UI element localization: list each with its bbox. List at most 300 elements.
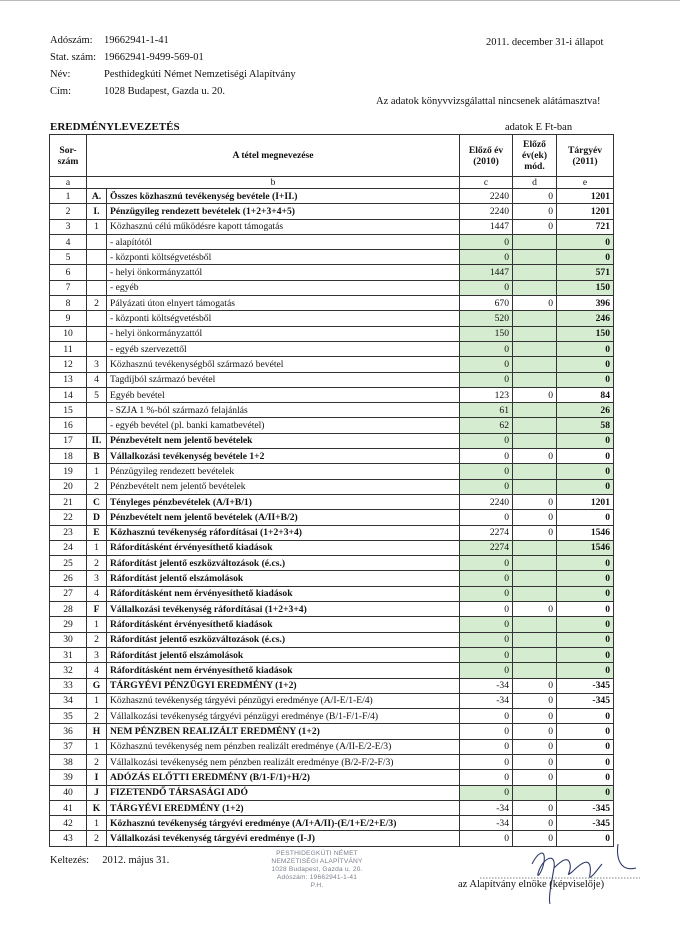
table-row — [50, 556, 614, 571]
row-code: 5 — [87, 387, 107, 402]
row-number: 1 — [50, 189, 87, 204]
previous-year-value: 0 — [460, 754, 513, 769]
row-code: J — [87, 785, 107, 800]
date-value: 2012. május 31. — [102, 855, 170, 866]
row-code: II. — [87, 433, 107, 448]
previous-year-value: -34 — [460, 800, 513, 815]
row-label: Közhasznú tevékenység nem pénzben realizált eredménye (A/II-E/2-E/3) — [107, 739, 460, 754]
table-row — [50, 357, 614, 372]
current-year-value: 0 — [557, 464, 614, 479]
previous-year-value: 520 — [460, 311, 513, 326]
current-year-value: 84 — [557, 387, 614, 402]
modification-value — [513, 540, 557, 555]
row-number: 19 — [50, 464, 87, 479]
previous-year-value: 0 — [460, 234, 513, 249]
previous-year-value: 2274 — [460, 525, 513, 540]
row-label: Ráfordítást jelentő eszközváltozások (é.cs.) — [107, 632, 460, 647]
current-year-value: 721 — [557, 219, 614, 234]
row-code: 1 — [87, 617, 107, 632]
row-code — [87, 418, 107, 433]
current-year-value: 396 — [557, 296, 614, 311]
row-code: 1 — [87, 739, 107, 754]
table-row — [50, 754, 614, 769]
modification-value: 0 — [513, 678, 557, 693]
table-row — [50, 494, 614, 509]
modification-value: 0 — [513, 816, 557, 831]
row-number: 28 — [50, 602, 87, 617]
current-year-value: -345 — [557, 800, 614, 815]
previous-year-value: 1447 — [460, 219, 513, 234]
table-row — [50, 678, 614, 693]
row-label: Ráfordításként nem érvényesíthető kiadások — [107, 663, 460, 678]
row-label: FIZETENDŐ TÁRSASÁGI ADÓ — [107, 785, 460, 800]
row-number: 6 — [50, 265, 87, 280]
row-label: Ráfordításként érvényesíthető kiadások — [107, 540, 460, 555]
col-header-current-year: Tárgyév (2011) — [557, 135, 614, 177]
current-year-value: 1546 — [557, 540, 614, 555]
previous-year-value: 0 — [460, 571, 513, 586]
row-code: G — [87, 678, 107, 693]
previous-year-value: 0 — [460, 556, 513, 571]
col-letter: d — [513, 177, 557, 189]
unit-note: adatok E Ft-ban — [505, 122, 573, 133]
stat-number-value: 19662941-9499-569-01 — [104, 52, 204, 63]
current-year-value: 0 — [557, 357, 614, 372]
row-number: 3 — [50, 219, 87, 234]
tax-number-row — [50, 32, 296, 49]
row-label: TÁRGYÉVI PÉNZÜGYI EREDMÉNY (1+2) — [107, 678, 460, 693]
column-letter-row — [50, 177, 614, 189]
row-label: Közhasznú célú működésre kapott támogatás — [107, 219, 460, 234]
row-number: 26 — [50, 571, 87, 586]
row-code — [87, 341, 107, 356]
modification-value: 0 — [513, 204, 557, 219]
previous-year-value: 0 — [460, 770, 513, 785]
handwritten-signature — [470, 838, 650, 908]
table-row — [50, 219, 614, 234]
row-code — [87, 234, 107, 249]
row-code — [87, 280, 107, 295]
modification-value: 0 — [513, 296, 557, 311]
table-row — [50, 800, 614, 815]
row-code: 2 — [87, 831, 107, 846]
row-label: - központi költségvetésből — [107, 311, 460, 326]
row-code: 1 — [87, 693, 107, 708]
modification-value — [513, 647, 557, 662]
row-code: 4 — [87, 586, 107, 601]
current-year-value: 0 — [557, 602, 614, 617]
modification-value — [513, 556, 557, 571]
row-code — [87, 403, 107, 418]
modification-value — [513, 250, 557, 265]
current-year-value: 58 — [557, 418, 614, 433]
current-year-value: 246 — [557, 311, 614, 326]
current-year-value: 1201 — [557, 204, 614, 219]
address-row — [50, 83, 296, 100]
current-year-value: 0 — [557, 449, 614, 464]
previous-year-value: 0 — [460, 724, 513, 739]
row-number: 11 — [50, 341, 87, 356]
table-row — [50, 250, 614, 265]
row-label: Ráfordítást jelentő eszközváltozások (é.cs.) — [107, 556, 460, 571]
current-year-value: 1201 — [557, 494, 614, 509]
previous-year-value: 0 — [460, 739, 513, 754]
row-number: 16 — [50, 418, 87, 433]
modification-value — [513, 341, 557, 356]
organization-stamp — [258, 850, 376, 890]
previous-year-value: 0 — [460, 372, 513, 387]
current-year-value: 0 — [557, 571, 614, 586]
row-number: 10 — [50, 326, 87, 341]
previous-year-value: 0 — [460, 280, 513, 295]
table-row — [50, 739, 614, 754]
table-row — [50, 816, 614, 831]
table-row — [50, 602, 614, 617]
table-row — [50, 189, 614, 204]
address-value: 1028 Budapest, Gazda u. 20. — [104, 86, 226, 97]
row-number: 43 — [50, 831, 87, 846]
current-year-value: 150 — [557, 280, 614, 295]
row-label: Közhasznú tevékenység tárgyévi eredménye (A/I+A/II)-(E/1+E/2+E/3) — [107, 816, 460, 831]
row-label: Közhasznú tevékenységből származó bevétel — [107, 357, 460, 372]
signature-caption: az Alapítvány elnöke (képviselője) — [458, 879, 605, 890]
previous-year-value: 0 — [460, 617, 513, 632]
modification-value — [513, 571, 557, 586]
stamp-line: NEMZETISÉGI ALAPÍTVÁNY — [271, 858, 363, 865]
current-year-value: 0 — [557, 617, 614, 632]
address-label: Cím: — [50, 86, 72, 97]
current-year-value: 0 — [557, 632, 614, 647]
table-row — [50, 326, 614, 341]
previous-year-value: 61 — [460, 403, 513, 418]
previous-year-value: 1447 — [460, 265, 513, 280]
row-label: Ráfordításként érvényesíthető kiadások — [107, 617, 460, 632]
row-number: 32 — [50, 663, 87, 678]
row-label: Ráfordítást jelentő elszámolások — [107, 647, 460, 662]
table-row — [50, 280, 614, 295]
previous-year-value: 0 — [460, 663, 513, 678]
previous-year-value: 0 — [460, 357, 513, 372]
previous-year-value: 0 — [460, 433, 513, 448]
modification-value — [513, 418, 557, 433]
row-number: 4 — [50, 234, 87, 249]
as-of-date: 2011. december 31-i állapot — [486, 37, 604, 48]
stamp-line: P.H. — [310, 882, 324, 889]
modification-value: 0 — [513, 387, 557, 402]
table-row — [50, 571, 614, 586]
row-number: 21 — [50, 494, 87, 509]
table-row — [50, 265, 614, 280]
modification-value: 0 — [513, 525, 557, 540]
row-number: 35 — [50, 709, 87, 724]
previous-year-value: -34 — [460, 678, 513, 693]
current-year-value: 0 — [557, 250, 614, 265]
row-number: 12 — [50, 357, 87, 372]
org-name-value: Pesthidegkúti Német Nemzetiségi Alapítvány — [104, 69, 296, 80]
col-letter: b — [87, 177, 460, 189]
modification-value: 0 — [513, 219, 557, 234]
modification-value: 0 — [513, 770, 557, 785]
row-number: 22 — [50, 510, 87, 525]
table-row — [50, 632, 614, 647]
modification-value — [513, 479, 557, 494]
row-code: 1 — [87, 540, 107, 555]
row-label: Pénzbevételt nem jelentő bevételek — [107, 479, 460, 494]
org-header — [50, 32, 296, 100]
modification-value — [513, 464, 557, 479]
row-number: 18 — [50, 449, 87, 464]
row-label: Ráfordításként nem érvényesíthető kiadások — [107, 586, 460, 601]
row-label: Pénzügyileg rendezett bevételek — [107, 464, 460, 479]
modification-value — [513, 311, 557, 326]
row-code: F — [87, 602, 107, 617]
row-number: 33 — [50, 678, 87, 693]
col-header-previous-modification: Előző év(ek) mód. — [513, 135, 557, 177]
current-year-value: 0 — [557, 510, 614, 525]
previous-year-value: 0 — [460, 341, 513, 356]
modification-value — [513, 632, 557, 647]
current-year-value: 0 — [557, 831, 614, 846]
current-year-value: 0 — [557, 556, 614, 571]
table-row — [50, 663, 614, 678]
row-label: Pénzbevételt nem jelentő bevételek — [107, 433, 460, 448]
row-number: 37 — [50, 739, 87, 754]
row-code: B — [87, 449, 107, 464]
table-row — [50, 449, 614, 464]
row-code — [87, 311, 107, 326]
table-row — [50, 510, 614, 525]
row-code: I. — [87, 204, 107, 219]
tax-number-label: Adószám: — [50, 35, 93, 46]
table-body — [50, 189, 614, 847]
modification-value — [513, 586, 557, 601]
previous-year-value: 2274 — [460, 540, 513, 555]
row-number: 27 — [50, 586, 87, 601]
table-row — [50, 693, 614, 708]
row-label: Pályázati úton elnyert támogatás — [107, 296, 460, 311]
table-row — [50, 296, 614, 311]
previous-year-value: 0 — [460, 464, 513, 479]
row-label: Közhasznú tevékenység tárgyévi pénzügyi eredménye (A/I-E/1-E/4) — [107, 693, 460, 708]
previous-year-value: 0 — [460, 709, 513, 724]
modification-value — [513, 280, 557, 295]
row-code: D — [87, 510, 107, 525]
date-label: Keltezés: — [50, 855, 90, 866]
row-code: A. — [87, 189, 107, 204]
modification-value: 0 — [513, 831, 557, 846]
row-code: H — [87, 724, 107, 739]
current-year-value: 0 — [557, 647, 614, 662]
table-row — [50, 525, 614, 540]
row-code: 1 — [87, 816, 107, 831]
modification-value: 0 — [513, 510, 557, 525]
row-label: Vállalkozási tevékenység tárgyévi eredménye (I-J) — [107, 831, 460, 846]
row-label: Vállalkozási tevékenység ráfordításai (1+2+3+4) — [107, 602, 460, 617]
row-number: 42 — [50, 816, 87, 831]
current-year-value: 0 — [557, 739, 614, 754]
row-code: K — [87, 800, 107, 815]
table-row — [50, 204, 614, 219]
row-label: - egyéb bevétel (pl. banki kamatbevétel) — [107, 418, 460, 433]
row-label: - alapítótól — [107, 234, 460, 249]
row-code: 3 — [87, 647, 107, 662]
current-year-value: -345 — [557, 693, 614, 708]
table-row — [50, 311, 614, 326]
table-row — [50, 540, 614, 555]
row-label: - egyéb szervezettől — [107, 341, 460, 356]
table-header-row — [50, 135, 614, 177]
row-label: - helyi önkormányzattól — [107, 326, 460, 341]
modification-value: 0 — [513, 739, 557, 754]
modification-value — [513, 617, 557, 632]
current-year-value: 150 — [557, 326, 614, 341]
org-name-label: Név: — [50, 69, 71, 80]
previous-year-value: 123 — [460, 387, 513, 402]
modification-value — [513, 785, 557, 800]
row-number: 9 — [50, 311, 87, 326]
row-code: 3 — [87, 357, 107, 372]
previous-year-value: 2240 — [460, 204, 513, 219]
row-number: 13 — [50, 372, 87, 387]
row-code: 2 — [87, 632, 107, 647]
current-year-value: 0 — [557, 372, 614, 387]
row-code: 2 — [87, 709, 107, 724]
current-year-value: 0 — [557, 770, 614, 785]
row-number: 20 — [50, 479, 87, 494]
modification-value — [513, 372, 557, 387]
table-row — [50, 403, 614, 418]
row-code — [87, 250, 107, 265]
stamp-line: Adószám: 19662941-1-41 — [276, 874, 358, 881]
modification-value: 0 — [513, 693, 557, 708]
current-year-value: 0 — [557, 754, 614, 769]
modification-value — [513, 403, 557, 418]
row-label: Közhasznú tevékenység ráfordításai (1+2+3+4) — [107, 525, 460, 540]
row-number: 29 — [50, 617, 87, 632]
row-code: 4 — [87, 372, 107, 387]
row-code: 1 — [87, 464, 107, 479]
previous-year-value: -34 — [460, 816, 513, 831]
current-year-value: 26 — [557, 403, 614, 418]
previous-year-value: 0 — [460, 586, 513, 601]
col-header-row-number: Sor-szám — [50, 135, 87, 177]
col-header-item-name: A tétel megnevezése — [87, 135, 460, 177]
row-code: 3 — [87, 571, 107, 586]
previous-year-value: 2240 — [460, 494, 513, 509]
previous-year-value: 0 — [460, 449, 513, 464]
stamp-line: 1028 Budapest, Gazda u. 20. — [271, 866, 363, 873]
row-label: Vállalkozási tevékenység tárgyévi pénzügyi eredménye (B/1-F/1-F/4) — [107, 709, 460, 724]
row-number: 36 — [50, 724, 87, 739]
modification-value: 0 — [513, 449, 557, 464]
footer-date — [50, 855, 169, 866]
row-number: 30 — [50, 632, 87, 647]
row-label: Ráfordítást jelentő elszámolások — [107, 571, 460, 586]
current-year-value: 0 — [557, 724, 614, 739]
table-row — [50, 433, 614, 448]
row-label: - központi költségvetésből — [107, 250, 460, 265]
table-row — [50, 464, 614, 479]
report-title: EREDMÉNYLEVEZETÉS — [50, 121, 180, 133]
row-code — [87, 326, 107, 341]
table-row — [50, 647, 614, 662]
current-year-value: 1201 — [557, 189, 614, 204]
current-year-value: 0 — [557, 785, 614, 800]
row-number: 2 — [50, 204, 87, 219]
row-number: 14 — [50, 387, 87, 402]
row-code: 4 — [87, 663, 107, 678]
row-label: Vállalkozási tevékenység bevétele 1+2 — [107, 449, 460, 464]
row-label: NEM PÉNZBEN REALIZÁLT EREDMÉNY (1+2) — [107, 724, 460, 739]
table-row — [50, 770, 614, 785]
row-label: ADÓZÁS ELŐTTI EREDMÉNY (B/1-F/1)+H/2) — [107, 770, 460, 785]
modification-value: 0 — [513, 602, 557, 617]
previous-year-value: 670 — [460, 296, 513, 311]
row-code: 2 — [87, 479, 107, 494]
current-year-value: -345 — [557, 816, 614, 831]
col-letter: a — [50, 177, 87, 189]
tax-number-value: 19662941-1-41 — [104, 35, 169, 46]
row-label: Összes közhasznú tevékenység bevétele (I+II.) — [107, 189, 460, 204]
row-number: 23 — [50, 525, 87, 540]
current-year-value: 0 — [557, 433, 614, 448]
row-number: 8 — [50, 296, 87, 311]
previous-year-value: 0 — [460, 785, 513, 800]
modification-value: 0 — [513, 189, 557, 204]
current-year-value: 0 — [557, 586, 614, 601]
row-label: Egyéb bevétel — [107, 387, 460, 402]
previous-year-value: 0 — [460, 632, 513, 647]
row-code — [87, 265, 107, 280]
row-label: Pénzügyileg rendezett bevételek (1+2+3+4+5) — [107, 204, 460, 219]
modification-value — [513, 663, 557, 678]
row-code: C — [87, 494, 107, 509]
modification-value: 0 — [513, 800, 557, 815]
row-number: 41 — [50, 800, 87, 815]
current-year-value: 571 — [557, 265, 614, 280]
modification-value — [513, 326, 557, 341]
col-header-previous-year: Előző év (2010) — [460, 135, 513, 177]
table-row — [50, 418, 614, 433]
row-number: 39 — [50, 770, 87, 785]
current-year-value: 0 — [557, 663, 614, 678]
modification-value: 0 — [513, 724, 557, 739]
current-year-value: 0 — [557, 479, 614, 494]
row-label: - helyi önkormányzattól — [107, 265, 460, 280]
modification-value — [513, 433, 557, 448]
previous-year-value: 0 — [460, 831, 513, 846]
row-code: E — [87, 525, 107, 540]
row-label: Tényleges pénzbevételek (A/I+B/1) — [107, 494, 460, 509]
row-number: 40 — [50, 785, 87, 800]
table-row — [50, 617, 614, 632]
stat-number-row — [50, 49, 296, 66]
row-number: 34 — [50, 693, 87, 708]
previous-year-value: 0 — [460, 602, 513, 617]
row-label: - egyéb — [107, 280, 460, 295]
row-label: TÁRGYÉVI EREDMÉNY (1+2) — [107, 800, 460, 815]
table-row — [50, 387, 614, 402]
row-number: 25 — [50, 556, 87, 571]
audit-note: Az adatok könyvvizsgálattal nincsenek alátámasztva! — [376, 96, 601, 107]
row-number: 7 — [50, 280, 87, 295]
row-number: 24 — [50, 540, 87, 555]
modification-value: 0 — [513, 709, 557, 724]
previous-year-value: 62 — [460, 418, 513, 433]
col-letter: c — [460, 177, 513, 189]
modification-value — [513, 234, 557, 249]
current-year-value: 1546 — [557, 525, 614, 540]
